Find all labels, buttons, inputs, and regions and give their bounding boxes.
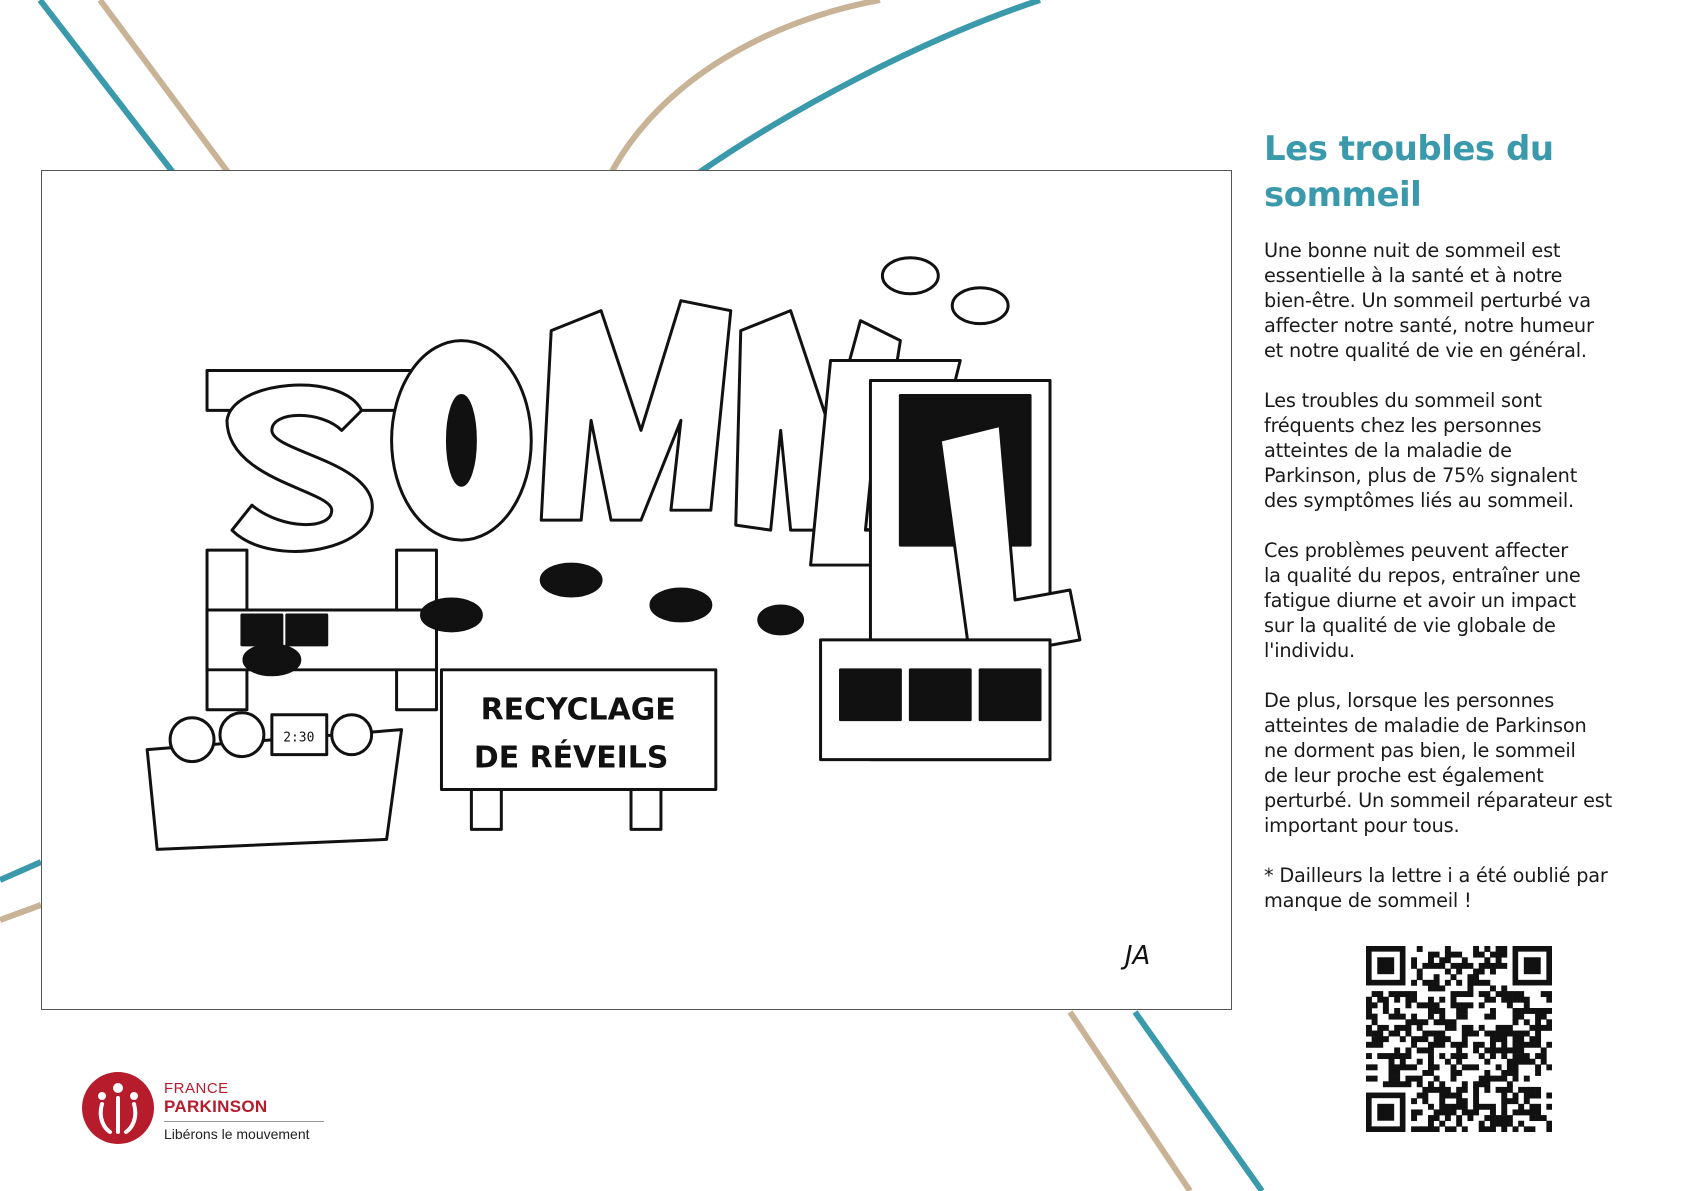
footnote (1264, 863, 1669, 913)
paragraph-3-line: l'individu. (1264, 639, 1355, 662)
sand-line-bottom (1070, 1012, 1190, 1191)
paragraph-3-line: sur la qualité de vie globale de (1264, 614, 1556, 637)
teal-line-bottom (1135, 1012, 1262, 1191)
footnote-line: manque de sommeil ! (1264, 889, 1472, 912)
sand-line-left-mid (0, 905, 41, 920)
clock-display: 2:30 (283, 730, 315, 746)
paragraph-4-line: perturbé. Un sommeil réparateur est (1264, 789, 1612, 812)
paragraph-3-line: Ces problèmes peuvent affecter (1264, 539, 1569, 562)
logo-divider (164, 1121, 324, 1122)
paragraph-4-line: ne dorment pas bien, le sommeil (1264, 739, 1576, 762)
paragraph-1-line: et notre qualité de vie en général. (1264, 339, 1587, 362)
paragraph-2-line: Les troubles du sommeil sont (1264, 389, 1542, 412)
article-title-line-1: Les troubles du (1264, 129, 1554, 169)
sign-line-2: DE RÉVEILS (473, 740, 669, 776)
logo-line-france: FRANCE (164, 1080, 229, 1097)
paragraph-3-line: la qualité du repos, entraîner une (1264, 564, 1581, 587)
paragraph-1-line: affecter notre santé, notre humeur (1264, 314, 1594, 337)
qr-code-graphic (1366, 946, 1552, 1132)
paragraph-4-line: atteintes de maladie de Parkinson (1264, 714, 1587, 737)
logo-line-parkinson: PARKINSON (164, 1097, 268, 1116)
paragraph-4-line: de leur proche est également (1264, 764, 1544, 787)
artist-signature: JA (1124, 941, 1151, 972)
paragraph-4-line: important pour tous. (1264, 814, 1460, 837)
footnote-line: * Dailleurs la lettre i a été oublié par (1264, 864, 1608, 887)
letter-m-1 (541, 301, 731, 520)
paragraph-3-line: fatigue diurne et avoir un impact (1264, 589, 1576, 612)
teal-line-left-mid (0, 862, 41, 880)
qr-code-icon[interactable] (1366, 946, 1552, 1132)
logo-tagline: Libérons le mouvement (164, 1126, 310, 1142)
logo-emblem-icon (80, 1070, 156, 1146)
sheep-1 (882, 258, 938, 294)
france-parkinson-logo (80, 1070, 380, 1150)
paragraph-3 (1264, 538, 1669, 663)
article-panel (1264, 126, 1669, 938)
paragraph-4-line: De plus, lorsque les personnes (1264, 689, 1555, 712)
sign-line-1: RECYCLAGE (480, 692, 676, 728)
teal-line-top-left (40, 0, 175, 175)
paragraph-2-line: fréquents chez les personnes (1264, 414, 1542, 437)
paragraph-1-line: essentielle à la santé et à notre (1264, 264, 1563, 287)
teal-arc-top (700, 0, 1040, 172)
paragraph-1-line: Une bonne nuit de sommeil est (1264, 239, 1561, 262)
paragraph-2-line: des symptômes liés au sommeil. (1264, 489, 1574, 512)
sheep-2 (952, 288, 1008, 324)
paragraph-2 (1264, 388, 1669, 513)
paragraph-2-line: atteintes de la maladie de (1264, 439, 1512, 462)
paragraph-1 (1264, 238, 1669, 363)
paragraph-2-line: Parkinson, plus de 75% signalent (1264, 464, 1578, 487)
cartoon-illustration (41, 170, 1232, 1010)
article-title-line-2: sommeil (1264, 175, 1422, 215)
paragraph-1-line: bien-être. Un sommeil perturbé va (1264, 289, 1591, 312)
sand-line-top-left (100, 0, 230, 175)
article-title (1264, 126, 1669, 218)
letter-s (227, 385, 372, 551)
paragraph-4 (1264, 688, 1669, 838)
cartoon-drawing (42, 171, 1231, 1009)
